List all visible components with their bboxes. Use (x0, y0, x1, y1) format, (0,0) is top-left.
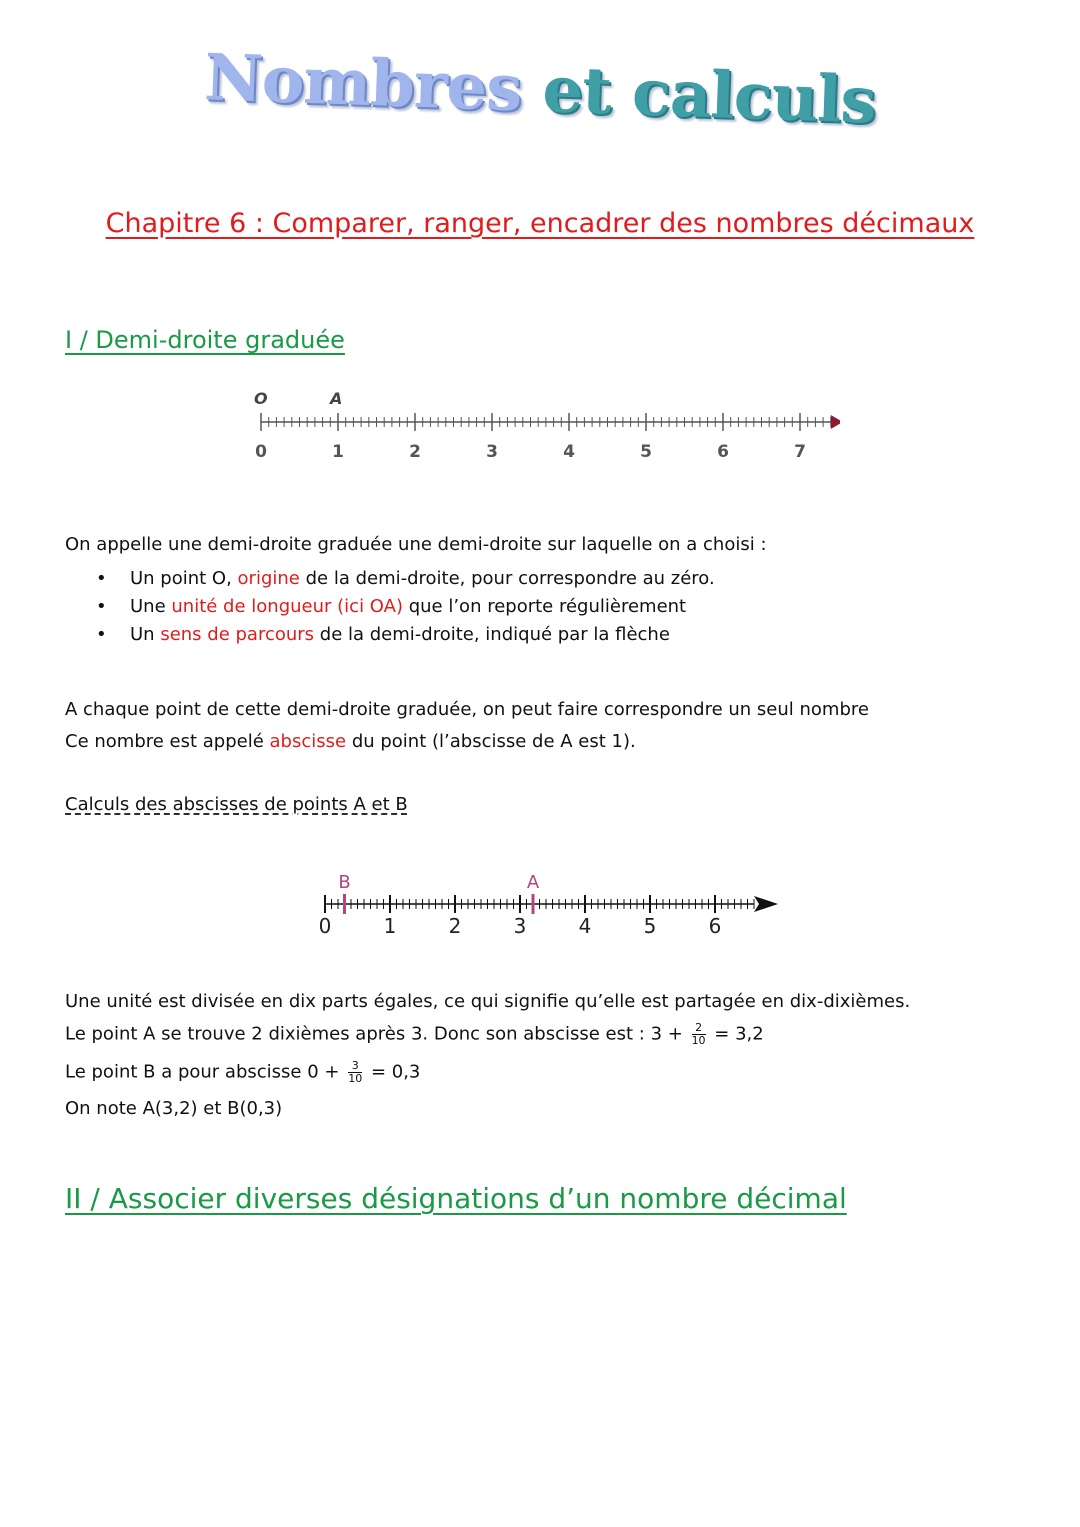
tick-label: 0 (255, 442, 267, 462)
number-line-1-ticks (261, 413, 840, 431)
tick-label: 7 (794, 442, 806, 462)
definition-list (65, 565, 715, 649)
bullet-text: de la demi-droite, pour correspondre au zéro. (299, 568, 715, 589)
abscissa-highlight: abscisse (269, 731, 347, 752)
definition-intro: On appelle une demi-droite graduée une demi-droite sur laquelle on a choisi : (65, 534, 767, 555)
point-a-label: A (330, 389, 343, 408)
chapter-title: Chapitre 6 : Comparer, ranger, encadrer des nombres décimaux (105, 208, 975, 239)
number-line-1 (240, 382, 840, 467)
list-item (65, 621, 715, 649)
fraction-denominator: 10 (348, 1072, 363, 1085)
text: Ce nombre est appelé (65, 731, 270, 752)
fraction-denominator: 10 (691, 1034, 706, 1047)
tick-label: 3 (513, 914, 527, 938)
tick-label: 1 (383, 914, 397, 938)
calc-title: Calculs des abscisses de points A et B (65, 794, 408, 815)
text: Le point B a pour abscisse 0 + (65, 1061, 340, 1083)
explain-line-1: Une unité est divisée en dix parts égales, ce qui signifie qu’elle est partagée en dix-dixièmes. (65, 991, 911, 1012)
text: Le point A se trouve 2 dixièmes après 3. Donc son abscisse est : 3 + (65, 1023, 683, 1045)
tick-label: 1 (332, 442, 344, 462)
fraction-numerator: 3 (348, 1060, 362, 1073)
text: = 3,2 (714, 1023, 764, 1045)
title-part-2: et calculs (541, 52, 877, 139)
bullet-highlight: unité de longueur (ici OA) (171, 596, 403, 617)
list-item (65, 593, 715, 621)
arrow-head (754, 896, 778, 912)
number-line-1-labels (255, 442, 806, 462)
bullet-highlight: origine (237, 568, 300, 589)
tick-label: 3 (486, 442, 498, 462)
title-part-1: Nombres (203, 40, 523, 127)
fraction-two-tenths (692, 1022, 706, 1047)
bullet-dot: • (96, 596, 107, 617)
section-1-title: I / Demi-droite graduée (65, 326, 345, 354)
list-item (65, 565, 715, 593)
section-2-title: II / Associer diverses désignations d’un nombre décimal (65, 1182, 847, 1215)
text: du point (l’abscisse de A est 1). (346, 731, 636, 752)
explain-line-2 (65, 1022, 764, 1047)
tick-label: 4 (578, 914, 592, 938)
bullet-text: de la demi-droite, indiqué par la flèche (314, 624, 670, 645)
arrow-head (831, 415, 840, 429)
bullet-dot: • (96, 568, 107, 589)
fraction-numerator: 2 (692, 1022, 706, 1035)
tick-label: 6 (717, 442, 729, 462)
number-line-2-ticks (325, 894, 778, 914)
explain-line-4: On note A(3,2) et B(0,3) (65, 1098, 283, 1119)
number-line-2-labels (319, 914, 722, 938)
tick-label: 2 (448, 914, 462, 938)
bullet-text: Un (130, 624, 161, 645)
bullet-text: que l’on reporte régulièrement (402, 596, 687, 617)
tick-label: 2 (409, 442, 421, 462)
bullet-text: Une (130, 596, 172, 617)
point-b-label: B (338, 872, 351, 893)
point-a-label: A (526, 872, 540, 893)
origin-label: O (254, 389, 268, 408)
bullet-dot: • (96, 624, 107, 645)
fraction-three-tenths (348, 1060, 362, 1085)
text: = 0,3 (370, 1061, 421, 1083)
tick-label: 4 (563, 442, 575, 462)
bullet-highlight: sens de parcours (160, 624, 315, 645)
explain-line-3 (65, 1060, 420, 1085)
number-line-2 (310, 866, 800, 946)
abscissa-line-2 (65, 731, 636, 753)
tick-label: 6 (708, 914, 722, 938)
tick-label: 5 (640, 442, 652, 462)
page-title (0, 33, 1080, 146)
bullet-text: Un point O, (130, 568, 238, 589)
abscissa-line-1: A chaque point de cette demi-droite graduée, on peut faire correspondre un seul nombre (65, 699, 869, 720)
tick-label: 5 (643, 914, 657, 938)
tick-label: 0 (318, 914, 332, 938)
